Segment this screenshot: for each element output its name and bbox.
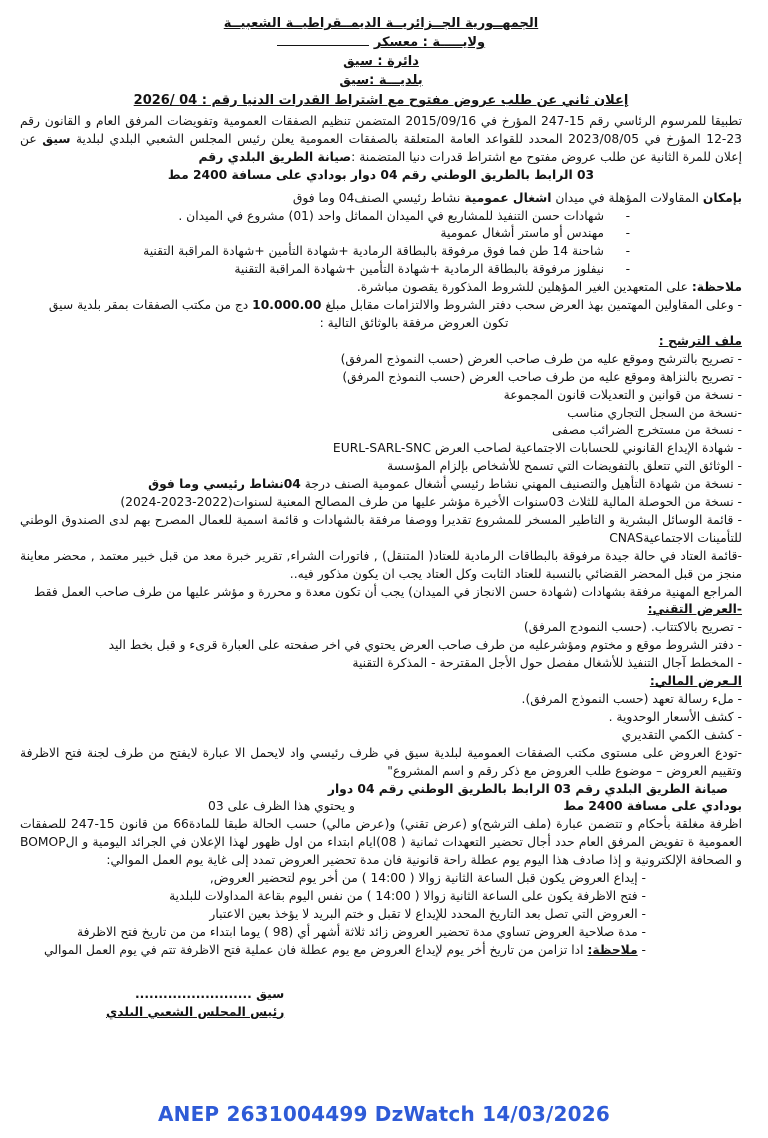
candidacy-item: المراجع المهنية مرفقة بشهادات (شهادة حسن الانجاز في الميدان) يجب أن تكون معدة و محررة و مؤشر عليها من طرف صاحب العمل فقط [33,584,742,599]
financial-offer-heading: الـعرض المالي: [649,674,742,689]
technical-item: - دفتر الشروط موقع و مختوم ومؤشرعليه من طرف صاحب العرض يحتوي في اخر صفحته على العبارة قرىء و قبل بخط اليد [108,638,742,653]
intro-text-a: تطبيقا للمرسوم الرئاسي رقم 15-247 المؤرخ في 2015/09/16 المتضمن تنظيم الصفقات العمومية وتفويضات المرفق العام و القانون رقم 23-12 المؤرخ في 2023/08/05 المحدد للقواعد العامة المتعلقة بالصفقات العمومية يعلن رئيس المجلس الشعبي البلدي لبلدية [20,114,742,146]
technical-offer-heading: -العرض التقني: [647,602,742,617]
deadline-item: - العروض التي تصل بعد التاريخ المحدد للإيداع لا تقبل و ختم البريد لا يؤخذ بعين الاعتبار [209,906,646,921]
fee-text-a: - وعلى المقاولين المهتمين بهذ العرض سحب دفتر الشروط والالتزامات مقابل مبلغ [321,298,742,313]
envelope-project-tail: بودادي على مسافة 2400 مط [563,799,742,814]
note-text: على المتعهدين الغير المؤهلين للشروط المذكورة يقصون مباشرة. [356,280,692,295]
candidacy-qual-bold: 04نشاط رئيسي وما فوق [148,477,301,492]
envelope-count-note: و يحتوي هذا الظرف على 03 [208,799,355,814]
deadline-note [20,942,646,960]
qualification-item [20,225,630,243]
header-commune: بلديـــة :سيق [339,73,423,88]
envelope-line [20,798,742,816]
qualification-item-text: شهادات حسن التنفيذ للمشاريع في الميدان المماثل واحد (01) مشروع في الميدان . [178,208,604,223]
signature-place: سيق ......................... [135,986,285,1001]
header-wilaya [20,33,742,52]
candidacy-item-qualification [20,476,742,494]
dash-bullet: - [625,244,630,259]
deadlines-list [20,870,742,960]
preparation-paragraph: اظرفة مغلقة بأحكام و تتضمن عبارة (ملف الترشح)و (عرض تقني) و(عرض مالي) حسب الحالة طبقا للمادة66 من قانون 15-247 للصفقات العمومية ة تفويض المرفق العام حدد أجال تحضير التعهدات ثمانية ( 08)ايام ابتداء من اول ظهور لهذا الإعلان في الجرائد اليومية و الBOMOP و الصحافة الإلكترونية و إذا صادف هذا اليوم يوم عطلة راحة قانونية فان مدة تحضير العروض تمدد إلى غاية يوم العمل الموالي: [20,817,743,868]
fee-amount: 10.000.00 [252,298,322,313]
technical-item: - تصريح بالاكتتاب. (حسب النمودج المرفق) [523,620,742,635]
candidacy-item: -قائمة العتاد في حالة جيدة مرفوقة بالبطاقات الرمادية للعتاد( المتنقل) , فاتورات الشراء, تقرير خبرة معد من قبل خبير معتمد , محضر معاينة منجز من قبل المحضر القضائي بالنسبة للعتاد الثابت وكل العتاد يجب ان يكون مذكور فيه.. [20,548,742,581]
project-title-line: 03 الرابط بالطريق الوطني رقم 04 دوار بودادي على مسافة 2400 مط [167,167,595,182]
technical-item: - المخطط آجال التنفيذ للأشغال مفصل حول الأجل المقترحة - المذكرة التقنية [352,656,742,671]
qualification-item [20,243,630,261]
qualification-item [20,208,630,226]
anep-footer: ANEP 2631004499 DzWatch 14/03/2026 [157,1102,611,1126]
deadline-item: - مدة صلاحية العروض تساوي مدة تحضير العروض زائد ثلاثة أشهر أي (98 ) يوما ابتداء من من تاريخ فتح الاظرفة [76,924,646,939]
intro-commune: سيق [42,131,71,146]
financial-item: - ملء رسالة تعهد (حسب النموذج المرفق). [521,692,742,706]
qualification-item-text: شاحنة 14 طن فما فوق مرفوقة بالبطاقة الرمادية +شهادة التأمين +شهادة المراقبة التقنية [143,244,604,259]
qualification-item [20,261,630,279]
submission-paragraph: -تودع العروض على مستوى مكتب الصفقات العمومية لبلدية سيق في ظرف رئيسي واد لايحمل الا عبارة لايفتح من طرف لجنة فتح الاظرفة وتقييم العروض – موضوع طلب العروض مع ذكر رقم و اسم المشروع" [20,745,742,778]
candidacy-item: - تصريح بالنزاهة وموقع عليه من طرف صاحب العرض (حسب النموذج المرفق) [342,369,742,384]
candidacy-item: - قائمة الوسائل البشرية و التاطير المسخر للمشروع تقديرا ووصفا مرفقة بالشهادات و قائمة اسمية للعمال المصرح بهم لدى الصندوق الوطني للتأمينات الاجتماعيةCNAS [20,512,742,545]
fee-text-b: دج من مكتب الصفقات بمقر بلدية سيق [48,298,253,313]
deadline-note-label: ملاحظة: [587,942,638,957]
qualification-list [20,208,742,280]
qualification-lead-bold2: اشغال عمومية [464,190,552,205]
dash-bullet: - [625,262,630,277]
exclusion-note [20,279,742,297]
candidacy-item: -نسخة من السجل التجاري مناسب [567,405,742,420]
deadline-note-dash: - [637,942,646,957]
wilaya-label: ولايـــــة : معسكر [373,35,486,50]
qualification-lead-text2: نشاط رئيسي الصنف04 وما فوق [292,190,465,205]
submission-project-line: صيانة الطريق البلدي رقم 03 الرابط بالطريق الوطني رقم 04 دوار [327,781,728,796]
intro-paragraph [20,113,742,167]
candidacy-qual-text: - نسخة من شهادة التأهيل والتصنيف المهني نشاط رئيسي أشغال عمومية الصنف درجة [300,477,742,492]
candidacy-item: - الوثائق التي تتعلق بالتفويضات التي تسمح للأشخاص بإلزام المؤسسة [387,459,742,474]
qualification-item-text: نيفلوز مرفوقة بالبطاقة الرمادية +شهادة التأمين +شهادة المراقبة التقنية [234,262,604,277]
signature-block [106,986,284,1022]
candidacy-item: - نسخة من مستخرج الضرائب مصفى [551,423,742,438]
intro-text-b: عن إعلان للمرة الثانية عن طلب عروض مفتوح مع اشتراط قدرات دنيا المتضمنة : [20,131,742,164]
qualification-lead-text1: المقاولات المؤهلة في ميدان [551,190,703,205]
candidacy-file-heading: ملف الترشح : [658,333,742,348]
financial-item: - كشف الكمي التقديري [621,727,742,742]
fee-line [20,297,742,315]
qualification-lead-bold1: بإمكان [702,190,742,205]
deadline-note-text: ادا تزامن من تاريخ أخر يوم لإيداع العروض مع يوم عطلة فان عملية فتح الاظرفة تتم في يوم العمل الموالي [44,942,588,957]
documents-intro-line: تكون العروض مرفقة بالوثائق التالية : [319,315,509,330]
wilaya-rule [277,34,369,46]
candidacy-item: - تصريح بالترشح وموقع عليه من طرف صاحب العرض (حسب النموذج المرفق) [340,351,742,366]
dash-bullet: - [625,208,630,223]
candidacy-item: - نسخة من قوانين و التعديلات قانون المجموعة [503,387,742,402]
financial-item: - كشف الأسعار الوحدوية . [608,709,742,724]
qualification-lead [20,190,742,208]
note-label: ملاحظة: [691,280,742,295]
qualification-item-text: مهندس أو ماستر أشغال عمومية [440,226,604,241]
deadline-item: - فتح الاظرفة يكون على الساعة الثانية زوالا ( 14:00 ) من نفس اليوم بقاعة المداولات للبلدية [169,888,646,903]
announcement-title: إعلان ثاني عن طلب عروض مفتوح مع اشتراط القدرات الدنيا رقم : 04 /2026 [133,93,629,108]
header-daira: دائرة : سيق [343,54,419,69]
deadline-item: - إيداع العروض يكون قبل الساعة الثانية زوالا ( 14:00 ) من أخر يوم لتحضير العروض, [209,871,646,886]
intro-project-lead: صيانة الطريق البلدي رقم [198,149,352,164]
signature-title: رئيس المجلس الشعبي البلدي [106,1004,285,1019]
candidacy-item: - نسخة من الحوصلة المالية للثلاث 03سنوات الأخيرة مؤشر عليها من طرف المصالح المعنية لسنوات(2022-2023-2024) [120,495,742,510]
header-republic: الجمهــورية الجــزائريــة الديمــقراطيــة الشعبيــة [223,16,539,31]
dash-bullet: - [625,226,630,241]
candidacy-item: - شهادة الإيداع القانوني للحسابات الاجتماعية لصاحب العرض EURL-SARL-SNC [332,441,742,456]
